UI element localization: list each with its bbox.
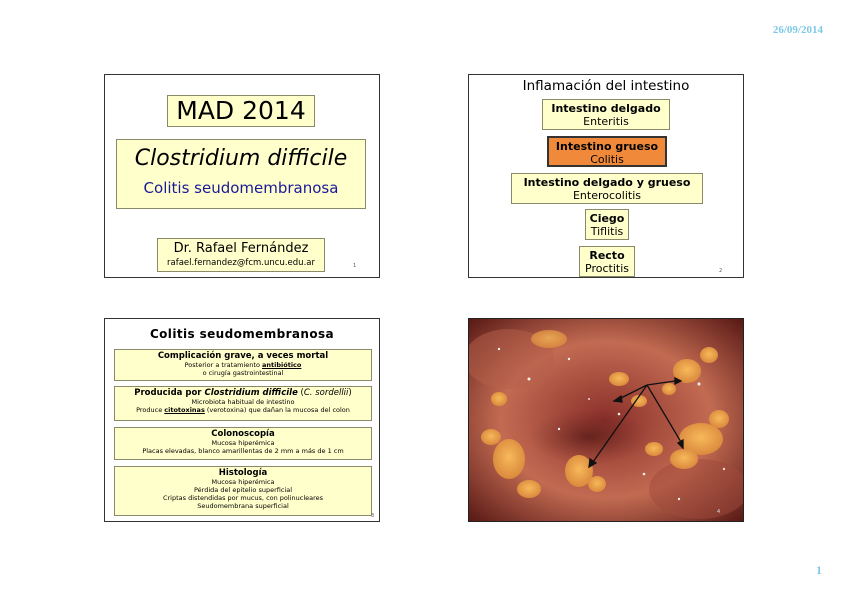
box-line: o cirugía gastrointestinal [202,369,284,377]
list-item [511,173,703,204]
box-line [115,406,371,414]
box-line: Seudomembrana superficial [197,502,289,510]
text-span: Produce [136,406,165,414]
box-line: Criptas distendidas por mucus, con polinucleares [162,494,324,502]
item-term: Tiflitis [590,225,624,238]
list-item [542,99,670,130]
box-heading: Colonoscopía [211,429,275,439]
slide-title: Inflamación del intestino [522,78,690,94]
list-item [579,246,635,277]
slide-title: MAD 2014 [167,95,315,127]
item-term: Enterocolitis [572,189,641,202]
slide-3[interactable] [104,318,380,522]
box-line: Microbiota habitual de intestino [191,398,295,406]
box-heading: Histología [218,468,268,478]
info-box-histologia [114,466,372,516]
text-span: Producida por [134,388,205,398]
item-name: Ciego [589,212,625,225]
slide-title: Colitis seudomembranosa [149,327,335,341]
item-term: Enteritis [583,115,629,128]
slide-subtitle-box [116,139,366,209]
list-item-highlighted [547,136,667,167]
info-box-producida [114,386,372,421]
info-box-complicacion [114,349,372,381]
header-date: 26/09/2014 [772,24,823,36]
slide-number: 3 [371,513,375,519]
box-line: Placas elevadas, blanco amarillentas de 2 mm a más de 1 cm [142,447,344,455]
author-name: Dr. Rafael Fernández [173,241,309,256]
author-email: rafael.fernandez@fcm.uncu.edu.ar [167,258,315,268]
item-term: Proctitis [585,262,629,275]
species-name: Clostridium difficile [204,388,298,398]
box-heading: Complicación grave, a veces mortal [157,351,329,361]
text-span: ) [348,388,352,398]
text-span: (verotoxina) que dañan la mucosa del colon [204,406,350,414]
slide-subtitle-2: Colitis seudomembranosa [143,179,339,197]
slide-subtitle: Clostridium difficile [134,146,348,171]
slide-1[interactable] [104,74,380,278]
box-line [115,361,371,369]
box-line: Mucosa hiperémica [211,478,275,486]
species-name-alt: C. sordellii [303,388,349,398]
item-name: Intestino delgado y grueso [523,176,691,189]
slide-number: 1 [353,263,357,269]
box-line: Mucosa hiperémica [211,439,275,447]
antibiotico-text: antibiótico [262,361,302,369]
text-span: ( [297,388,304,398]
list-item [585,209,629,240]
citotoxinas-text: citotoxinas [164,406,205,414]
info-box-colonoscopia [114,427,372,460]
endoscopy-photo [469,319,743,521]
author-box [157,238,325,272]
box-heading [115,388,371,398]
box-line: Pérdida del epitelio superficial [193,486,293,494]
slide-number: 2 [719,268,723,274]
slide-4[interactable] [468,318,744,522]
page-number: 1 [816,563,822,577]
item-name: Recto [589,249,625,262]
text-span: Posterior a tratamiento [184,361,263,369]
item-term: Colitis [590,153,624,166]
slide-number: 4 [717,509,721,515]
item-name: Intestino grueso [555,140,659,153]
item-name: Intestino delgado [551,102,661,115]
slide-2[interactable] [468,74,744,278]
